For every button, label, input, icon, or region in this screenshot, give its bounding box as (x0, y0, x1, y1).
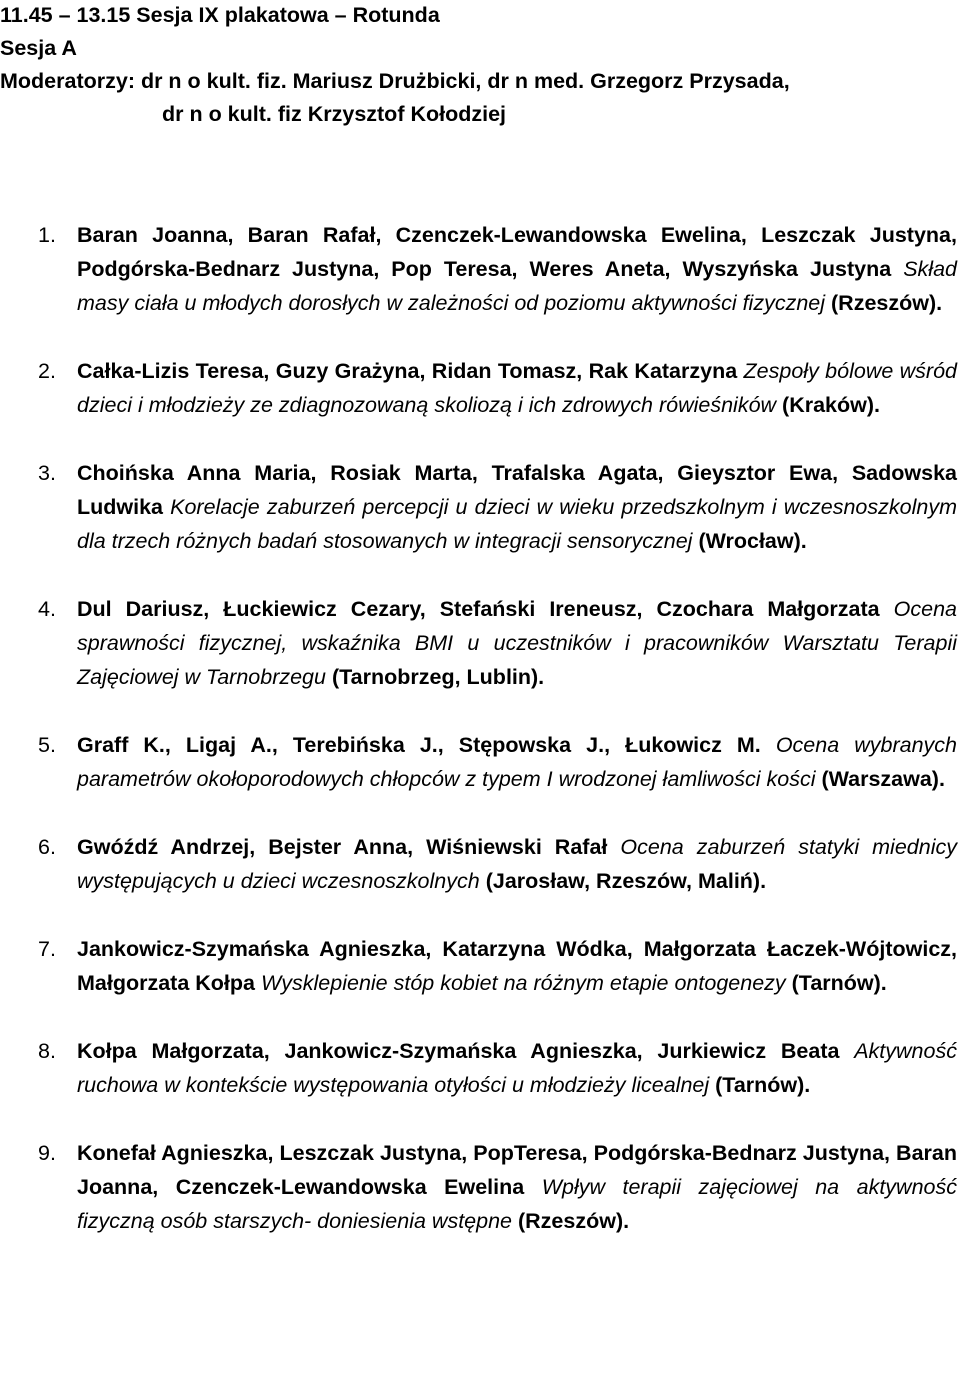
poster-item (0, 728, 960, 796)
item-body (77, 932, 957, 1000)
item-body (77, 354, 957, 422)
item-number: 9. (38, 1141, 56, 1165)
item-number: 2. (38, 359, 56, 383)
item-title: Wpływ terapii zajęciowej na aktywność fizyczną osób starszych- doniesienia wstępne (77, 1175, 957, 1233)
item-authors: Jankowicz-Szymańska Agnieszka, Katarzyna Wódka, Małgorzata Łaczek-Wójtowicz, Małgorzata Kołpa (77, 937, 957, 995)
item-title: Ocena sprawności fizycznej, wskaźnika BMI u uczestników i pracowników Warsztatu Terapii Zajęciowej w Tarnobrzegu (77, 597, 957, 689)
item-body (77, 218, 957, 320)
poster-list (0, 218, 960, 1272)
poster-item (0, 592, 960, 694)
session-time-title: 11.45 – 13.15 Sesja IX plakatowa – Rotunda (0, 3, 440, 27)
moderators-line: Moderatorzy: dr n o kult. fiz. Mariusz Drużbicki, dr n med. Grzegorz Przysada, (0, 69, 790, 93)
item-city: (Tarnobrzeg, Lublin). (331, 665, 545, 689)
item-title: Zespoły bólowe wśród dzieci i młodzieży ze zdiagnozowaną skoliozą i ich zdrowych rówieśników (77, 359, 958, 417)
poster-item (0, 932, 960, 1000)
poster-item (0, 830, 960, 898)
item-city: (Kraków). (782, 393, 881, 417)
item-title: Wysklepienie stóp kobiet na różnym etapie ontogenezy (260, 971, 786, 995)
poster-item (0, 1034, 960, 1102)
item-body (77, 728, 957, 796)
item-title: Korelacje zaburzeń percepcji u dzieci w wieku przedszkolnym i wczesnoszkolnym dla trzech różnych badań stosowanych w integracji sensorycznej (77, 495, 957, 553)
item-body (77, 1136, 957, 1238)
moderators-line-continued: dr n o kult. fiz Krzysztof Kołodziej (162, 102, 506, 126)
poster-item (0, 218, 960, 320)
item-number: 3. (38, 461, 56, 485)
session-subtitle: Sesja A (0, 36, 77, 60)
item-authors: Kołpa Małgorzata, Jankowicz-Szymańska Agnieszka, Jurkiewicz Beata (77, 1039, 840, 1063)
item-body (77, 1034, 957, 1102)
item-number: 7. (38, 937, 56, 961)
item-number: 5. (38, 733, 56, 757)
item-authors: Całka-Lizis Teresa, Guzy Grażyna, Ridan Tomasz, Rak Katarzyna (77, 359, 738, 383)
item-number: 1. (38, 223, 56, 247)
session-header (0, 0, 960, 132)
item-title: Ocena zaburzeń statyki miednicy występujących u dzieci wczesnoszkolnych (77, 835, 957, 893)
item-city: (Warszawa). (821, 767, 945, 791)
item-title: Aktywność ruchowa w kontekście występowania otyłości u młodzieży licealnej (77, 1039, 957, 1097)
item-city: (Jarosław, Rzeszów, Maliń). (485, 869, 767, 893)
item-authors: Konefał Agnieszka, Leszczak Justyna, PopTeresa, Podgórska-Bednarz Justyna, Baran Joanna, Czenczek-Lewandowska Ewelina (77, 1141, 957, 1199)
item-body (77, 456, 957, 558)
item-authors: Graff K., Ligaj A., Terebińska J., Stępowska J., Łukowicz M. (77, 733, 761, 757)
item-body (77, 830, 957, 898)
poster-item (0, 456, 960, 558)
item-number: 8. (38, 1039, 56, 1063)
item-city: (Rzeszów). (831, 291, 943, 315)
poster-item (0, 354, 960, 422)
item-authors: Baran Joanna, Baran Rafał, Czenczek-Lewandowska Ewelina, Leszczak Justyna, Podgórska-Bednarz Justyna, Pop Teresa, Weres Aneta, Wyszyńska Justyna (77, 223, 957, 281)
poster-item (0, 1136, 960, 1238)
item-authors: Dul Dariusz, Łuckiewicz Cezary, Stefański Ireneusz, Czochara Małgorzata (77, 597, 880, 621)
item-city: (Tarnów). (715, 1073, 811, 1097)
item-authors: Choińska Anna Maria, Rosiak Marta, Trafalska Agata, Gieysztor Ewa, Sadowska Ludwika (77, 461, 957, 519)
item-body (77, 592, 957, 694)
item-city: (Rzeszów). (517, 1209, 630, 1233)
item-title: Ocena wybranych parametrów okołoporodowych chłopców z typem I wrodzonej łamliwości kości (77, 733, 957, 791)
item-city: (Wrocław). (698, 529, 807, 553)
item-city: (Tarnów). (791, 971, 887, 995)
item-authors: Gwóźdź Andrzej, Bejster Anna, Wiśniewski Rafał (77, 835, 608, 859)
item-number: 4. (38, 597, 56, 621)
item-number: 6. (38, 835, 56, 859)
item-title: Skład masy ciała u młodych dorosłych w zależności od poziomu aktywności fizycznej (77, 257, 957, 315)
